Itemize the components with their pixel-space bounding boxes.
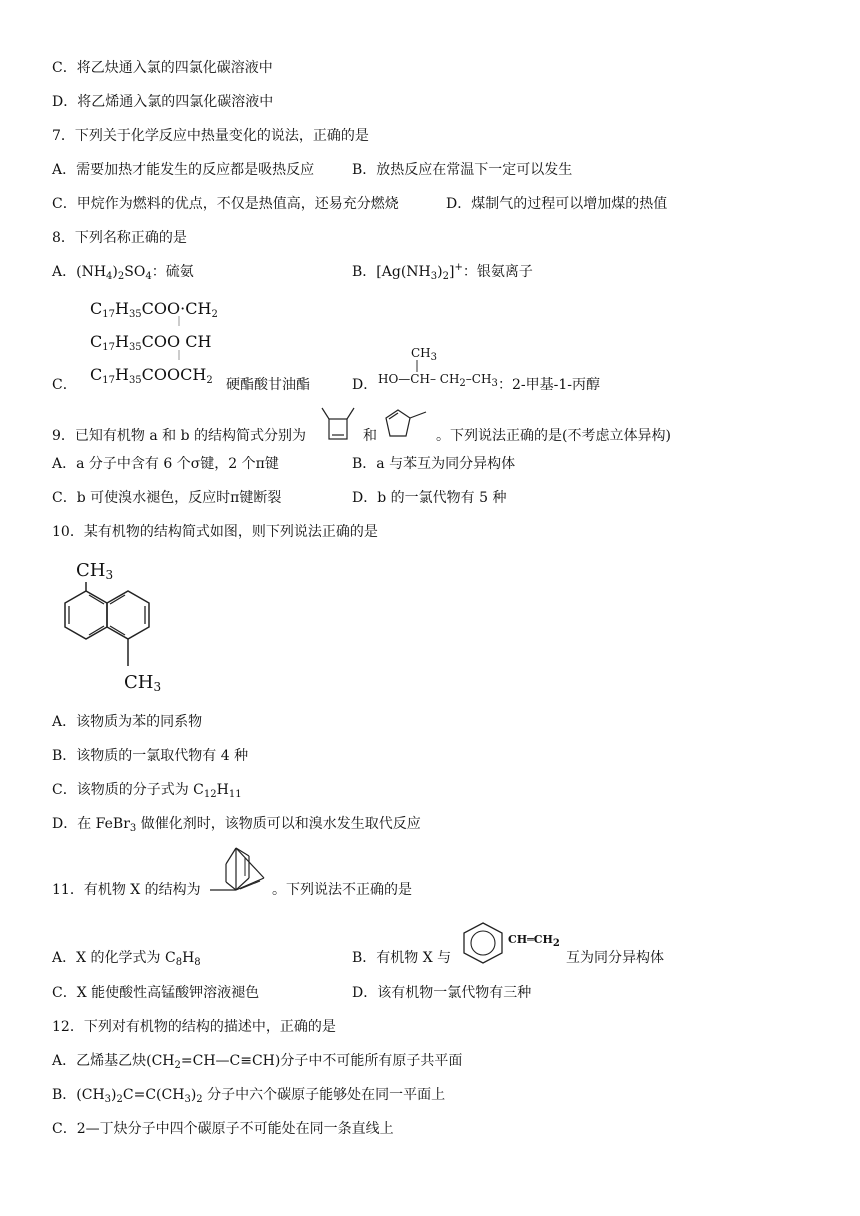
q9-stem-part2: 。下列说法正确的是(不考虑立体异构) — [436, 428, 671, 444]
q8-option-a: A．$(NH_4)_2SO_4$：硫氨 — [52, 264, 194, 282]
q11-option-b-tail: 互为同分异构体 — [566, 950, 664, 966]
q11-stem-part1: 11．有机物 X 的结构为 — [52, 882, 201, 898]
q11-option-b-text: B．有机物 X 与 — [352, 950, 452, 966]
q8-option-d-name: ：2-甲基-1-丙醇 — [498, 377, 601, 393]
q11-option-c: C．X 能使酸性高锰酸钾溶液褪色 — [52, 985, 260, 1001]
q9-stem-part1: 9．已知有机物 a 和 b 的结构简式分别为 — [52, 428, 307, 444]
q7-option-a: A．需要加热才能发生的反应都是吸热反应 — [52, 162, 315, 178]
styrene-vinyl-group: $CH═CH_2$ — [508, 933, 560, 949]
q8-option-d-bond — [414, 360, 420, 372]
q11-stem-part2: 。下列说法不正确的是 — [272, 882, 412, 898]
stearate-row-3: $C_{17}H_{35}COOCH_2$ — [90, 365, 213, 386]
q10-option-d: D．在 FeBr$_3$ 做催化剂时，该物质可以和溴水发生取代反应 — [52, 816, 421, 834]
stearate-row-1: $C_{17}H_{35}COO\cdot CH_2$ — [90, 299, 218, 320]
stearate-row-2: $C_{17}H_{35}COO$ CH — [90, 332, 212, 353]
q8-option-d-methyl: $CH_3$ — [411, 346, 438, 363]
compound-a-structure — [316, 402, 360, 446]
q8-option-d-label: D． — [352, 377, 378, 393]
styrene-benzene-ring — [458, 920, 508, 964]
q10-option-b: B．该物质的一氯取代物有 4 种 — [52, 748, 249, 764]
naphthalene-top-methyl: $CH_3$ — [76, 560, 114, 582]
q6-option-d: D．将乙烯通入氯的四氯化碳溶液中 — [52, 94, 274, 110]
q8-option-d-chain: HO—CH– $CH_2-CH_3$ — [378, 372, 498, 389]
q9-stem-and: 和 — [363, 428, 377, 444]
q7-option-d: D．煤制气的过程可以增加煤的热值 — [446, 196, 668, 212]
q9-option-a: A．a 分子中含有 6 个σ键，2 个π键 — [52, 456, 279, 472]
barrelene-structure — [204, 844, 270, 896]
q9-option-c: C．b 可使溴水褪色，反应时π键断裂 — [52, 490, 282, 506]
naphthalene-bottom-methyl: $CH_3$ — [124, 672, 162, 694]
dimethylnaphthalene-structure — [52, 580, 162, 674]
q8-option-c-structure — [90, 292, 218, 391]
q8-stem: 8．下列名称正确的是 — [52, 230, 187, 246]
q12-option-b: B．$(CH_3)_2C=C(CH_3)_2$ 分子中六个碳原子能够处在同一平面上 — [52, 1087, 446, 1105]
q11-option-d: D．该有机物一氯代物有三种 — [352, 985, 532, 1001]
q9-option-d: D．b 的一氯代物有 5 种 — [352, 490, 507, 506]
q12-option-a: A．乙烯基乙炔$(CH_2=CH—C\equiv CH)$分子中不可能所有原子共平面 — [52, 1053, 463, 1071]
q12-option-c: C．2—丁炔分子中四个碳原子不可能处在同一条直线上 — [52, 1121, 394, 1137]
q7-stem: 7．下列关于化学反应中热量变化的说法，正确的是 — [52, 128, 369, 144]
q10-option-c: C．该物质的分子式为 $C_{12}H_{11}$ — [52, 782, 242, 800]
compound-b-structure — [378, 402, 434, 446]
q11-option-a: A．X 的化学式为 $C_8H_8$ — [52, 950, 201, 968]
q9-option-b: B．a 与苯互为同分异构体 — [352, 456, 516, 472]
stearate-backbone-dashes — [176, 314, 182, 364]
q8-option-b: B．$[Ag(NH_3)_2]^+$：银氨离子 — [352, 262, 533, 282]
q10-option-a: A．该物质为苯的同系物 — [52, 714, 203, 730]
q6-option-c: C．将乙炔通入氯的四氯化碳溶液中 — [52, 60, 273, 76]
q7-option-c: C．甲烷作为燃料的优点，不仅是热值高，还易充分燃烧 — [52, 196, 399, 212]
q10-stem: 10．某有机物的结构简式如图，则下列说法正确的是 — [52, 524, 378, 540]
q8-option-c-name: 硬酯酸甘油酯 — [226, 377, 310, 393]
q12-stem: 12．下列对有机物的结构的描述中，正确的是 — [52, 1019, 336, 1035]
q7-option-b: B．放热反应在常温下一定可以发生 — [352, 162, 573, 178]
q8-option-c-label: C． — [52, 377, 77, 393]
